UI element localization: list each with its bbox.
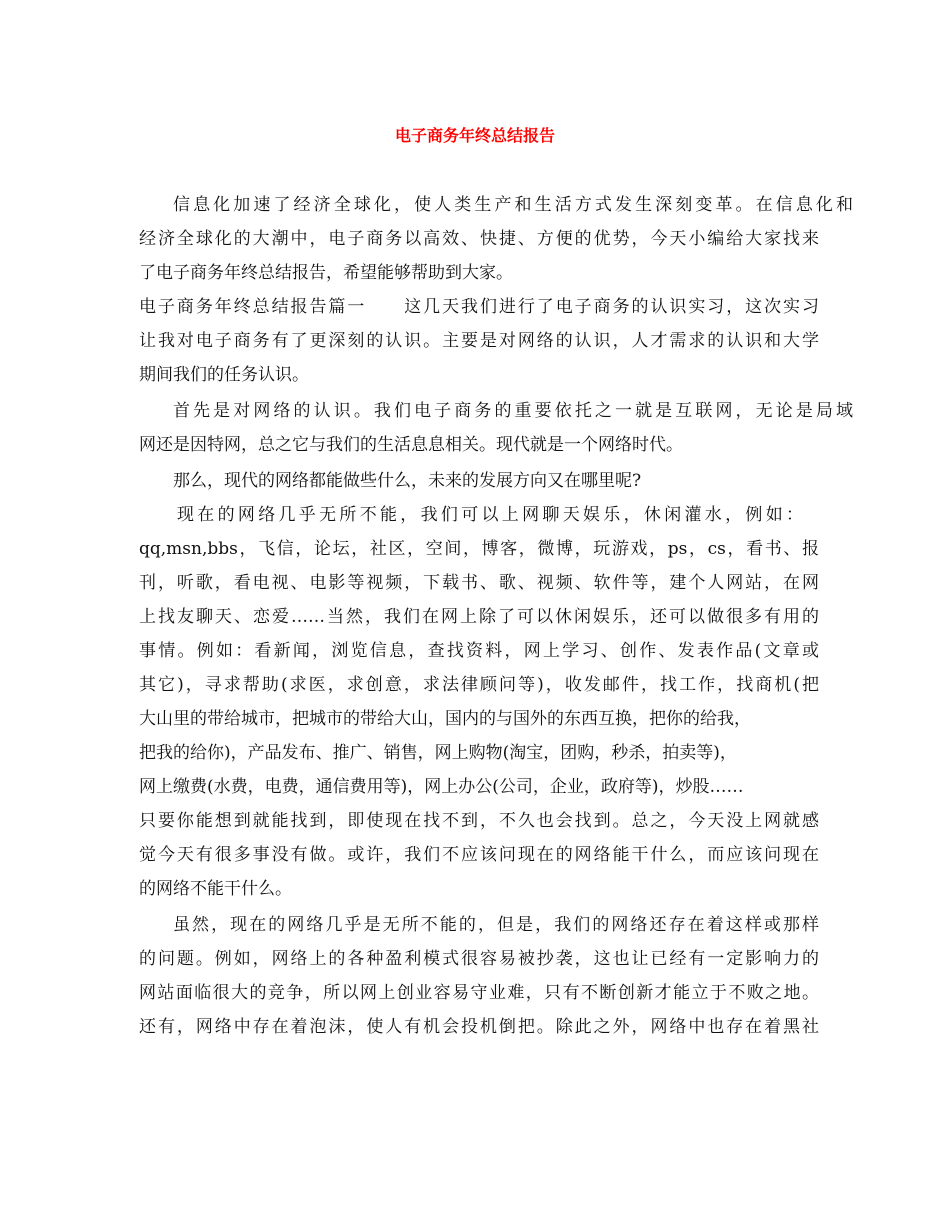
paragraph-line: 觉今天有很多事没有做。或许，我们不应该问现在的网络能干什么，而应该问现在: [139, 845, 819, 865]
paragraph-line: 事情。例如：看新闻，浏览信息，查找资料，网上学习、创作、发表作品(文章或: [139, 641, 819, 661]
paragraph-line: 现在的网络几乎无所不能，我们可以上网聊天娱乐，休闲灌水，例如：: [177, 505, 803, 525]
paragraph-line: 还有，网络中存在着泡沫，使人有机会投机倒把。除此之外，网络中也存在着黑社: [139, 1017, 819, 1037]
paragraph-line: 电子商务年终总结报告篇一 这几天我们进行了电子商务的认识实习，这次实习: [139, 297, 819, 317]
paragraph-line: 的网络不能干什么。: [139, 879, 292, 899]
paragraph-line: 那么，现代的网络都能做些什么，未来的发展方向又在哪里呢?: [173, 471, 642, 491]
paragraph-line: qq,msn,bbs，飞信，论坛，社区，空间，博客，微博，玩游戏，ps，cs，看书、报: [139, 539, 819, 559]
paragraph-line: 信息化加速了经济全球化，使人类生产和生活方式发生深刻变革。在信息化和: [173, 195, 853, 215]
paragraph-line: 上找友聊天、恋爱……当然，我们在网上除了可以休闲娱乐，还可以做很多有用的: [139, 607, 819, 627]
paragraph-line: 了电子商务年终总结报告，希望能够帮助到大家。: [139, 263, 513, 283]
paragraph-line: 只要你能想到就能找到，即使现在找不到，不久也会找到。总之，今天没上网就感: [139, 811, 819, 831]
paragraph-line: 其它)，寻求帮助(求医，求创意，求法律顾问等)，收发邮件，找工作，找商机(把: [139, 675, 819, 695]
paragraph-line: 期间我们的任务认识。: [139, 365, 309, 385]
paragraph-line: 刊，听歌，看电视、电影等视频，下载书、歌、视频、软件等，建个人网站，在网: [139, 573, 819, 593]
paragraph-line: 大山里的带给城市，把城市的带给大山，国内的与国外的东西互换，把你的给我，: [139, 709, 751, 729]
paragraph-line: 经济全球化的大潮中，电子商务以高效、快捷、方便的优势，今天小编给大家找来: [139, 229, 819, 249]
paragraph-line: 网站面临很大的竞争，所以网上创业容易守业难，只有不断创新才能立于不败之地。: [139, 983, 819, 1003]
paragraph-line: 虽然，现在的网络几乎是无所不能的，但是，我们的网络还存在着这样或那样: [173, 915, 819, 935]
paragraph-line: 让我对电子商务有了更深刻的认识。主要是对网络的认识，人才需求的认识和大学: [139, 331, 819, 351]
paragraph-line: 首先是对网络的认识。我们电子商务的重要依托之一就是互联网，无论是局域: [173, 401, 853, 421]
paragraph-line: 网还是因特网，总之它与我们的生活息息相关。现代就是一个网络时代。: [139, 435, 683, 455]
document-title: 电子商务年终总结报告: [394, 126, 555, 145]
paragraph-line: 把我的给你)，产品发布、推广、销售，网上购物(淘宝，团购，秒杀，拍卖等)，: [139, 743, 737, 763]
paragraph-line: 网上缴费(水费，电费，通信费用等)，网上办公(公司，企业，政府等)，炒股……: [139, 777, 744, 797]
paragraph-line: 的问题。例如，网络上的各种盈利模式很容易被抄袭，这也让已经有一定影响力的: [139, 949, 819, 969]
